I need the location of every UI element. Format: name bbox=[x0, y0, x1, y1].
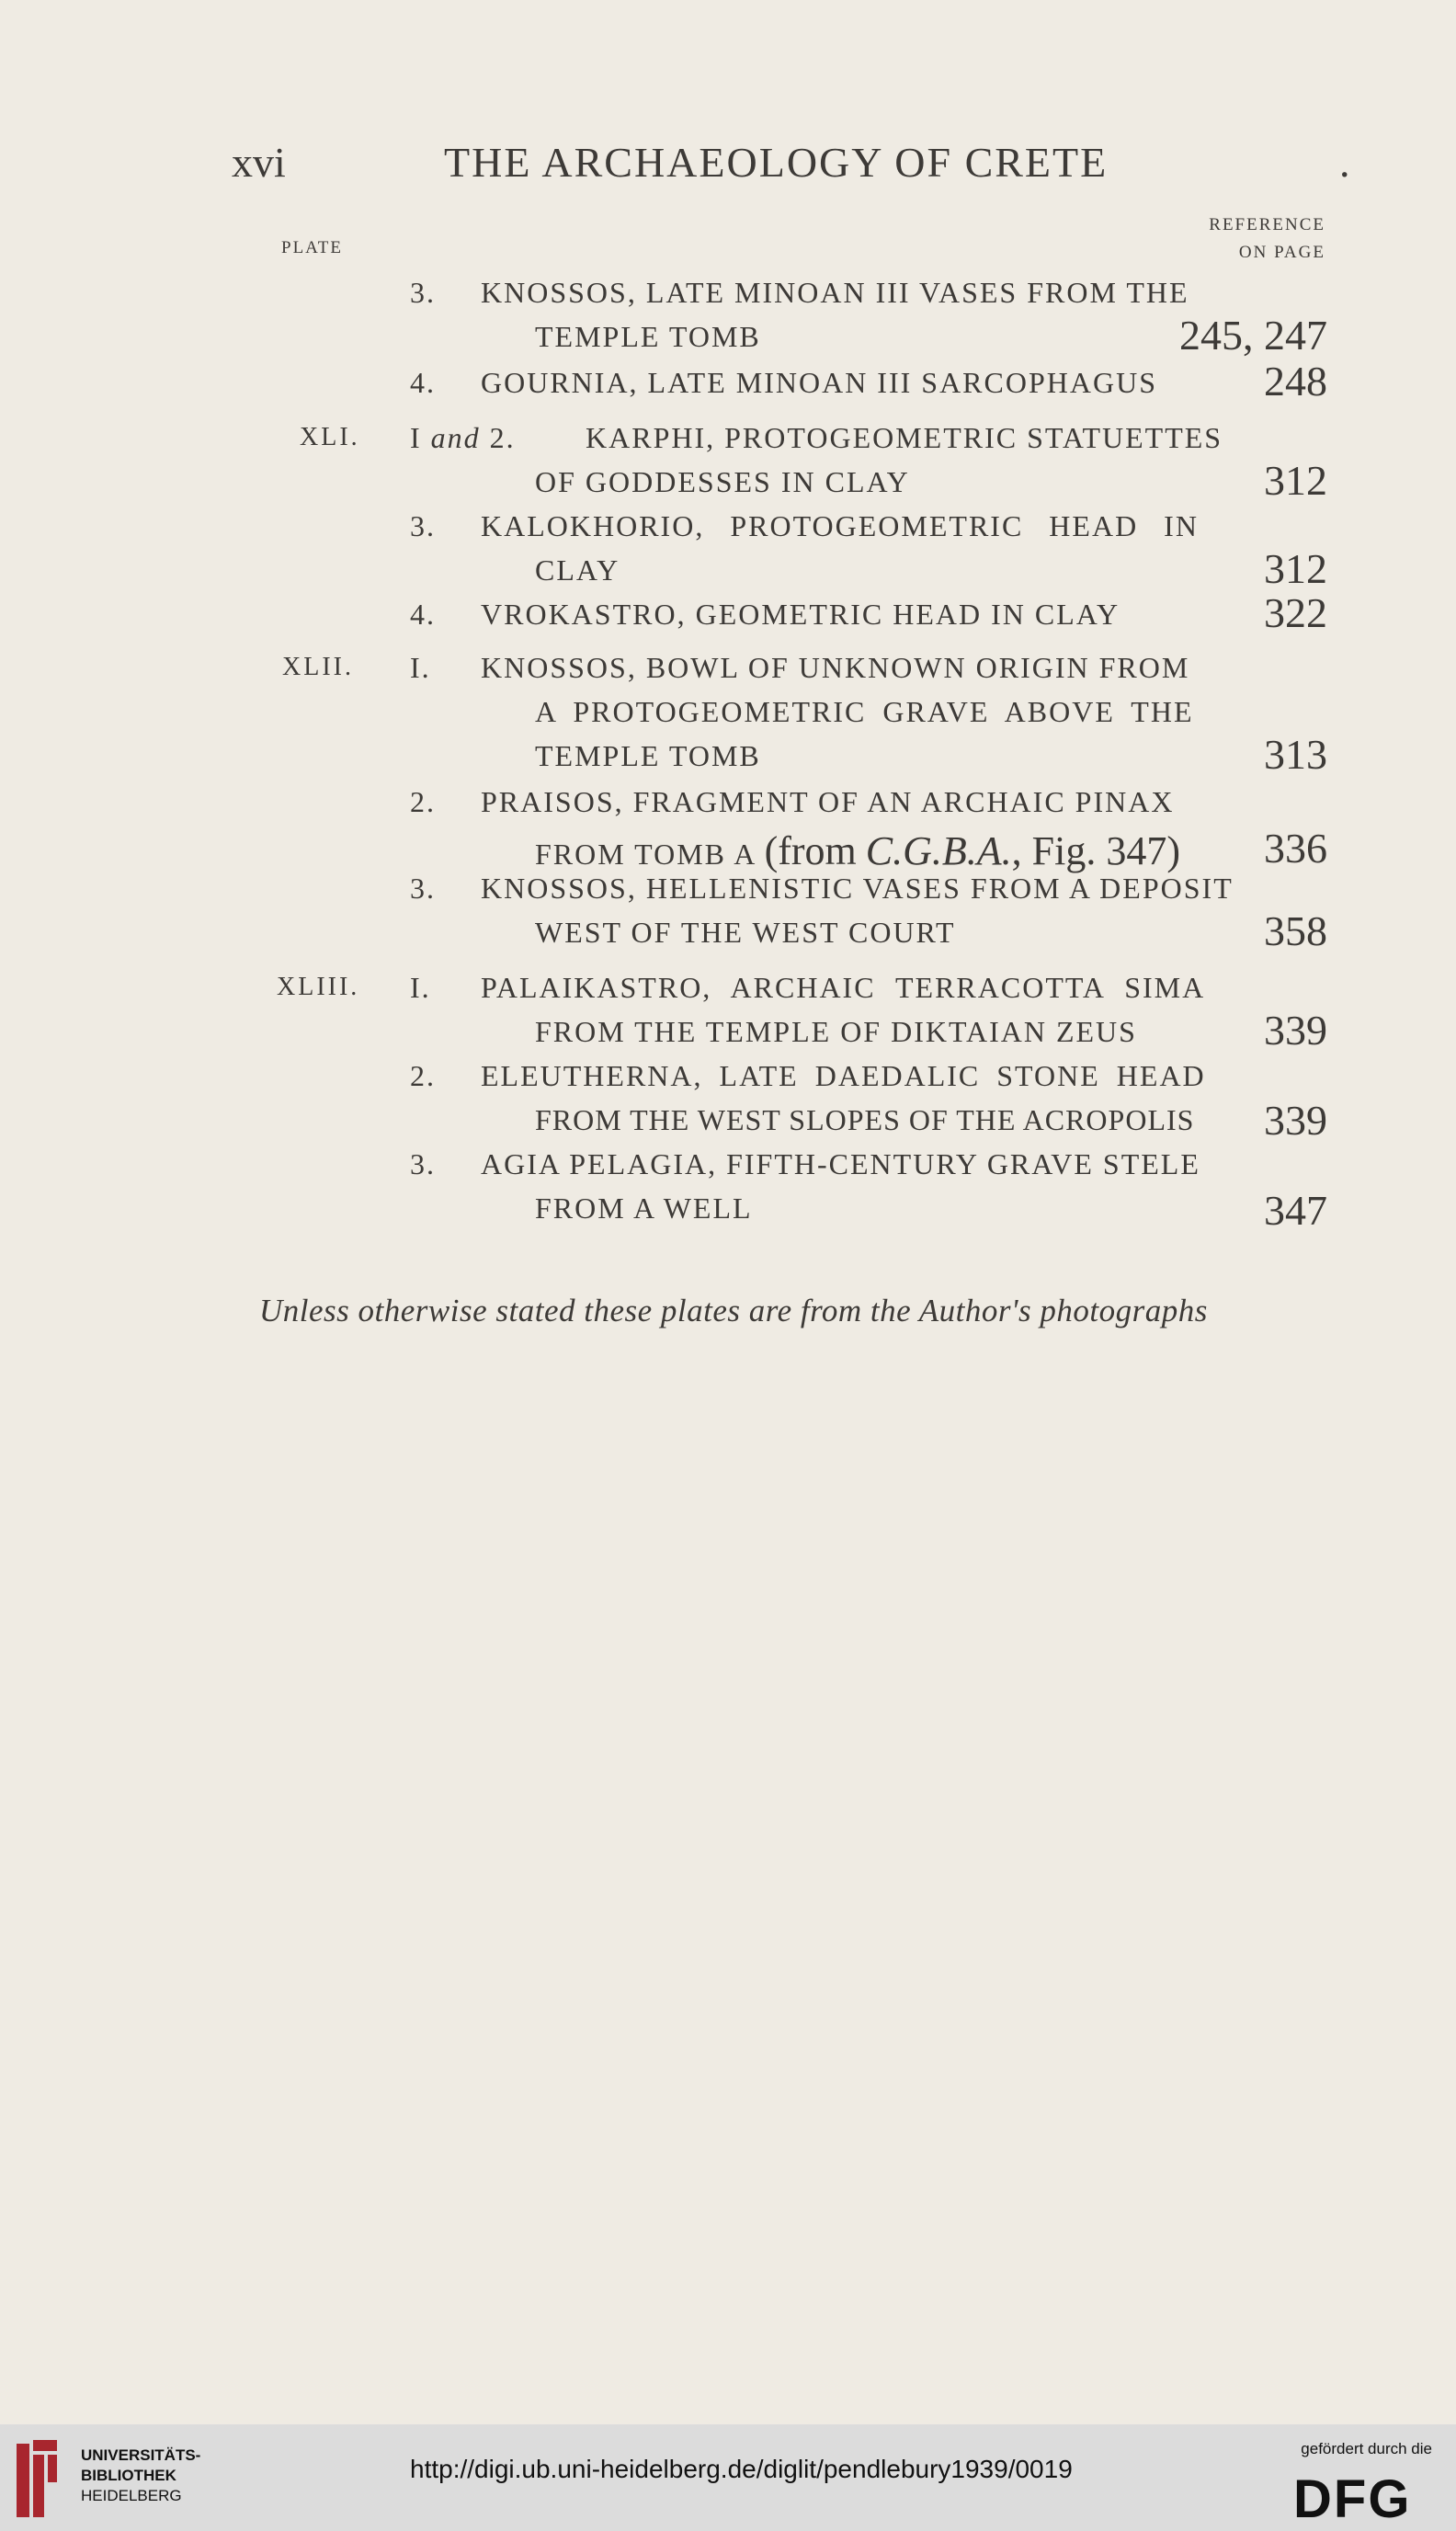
page-reference: 313 bbox=[1264, 731, 1327, 778]
page-reference: 245, 247 bbox=[1179, 312, 1327, 359]
item-number: 3. bbox=[410, 872, 436, 905]
entry-text: KNOSSOS, LATE MINOAN III VASES FROM THE bbox=[481, 276, 1189, 309]
entry-text: TEMPLE TOMB bbox=[535, 739, 761, 772]
entry-text bbox=[535, 827, 1180, 874]
page-dot: . bbox=[1339, 139, 1350, 186]
item-number bbox=[410, 421, 516, 455]
university-line2: BIBLIOTHEK bbox=[81, 2467, 176, 2484]
entry-text: CLAY bbox=[535, 553, 620, 587]
item-number: 2. bbox=[410, 1059, 436, 1092]
entry-text-part: FROM TOMB A bbox=[535, 838, 756, 871]
page-reference: 339 bbox=[1264, 1097, 1327, 1144]
reference-heading-line2: ON PAGE bbox=[1238, 243, 1325, 262]
item-number: 3. bbox=[410, 1147, 436, 1180]
dfg-logo-icon[interactable] bbox=[1291, 2471, 1439, 2523]
entry-text: AGIA PELAGIA, FIFTH-CENTURY GRAVE STELE bbox=[481, 1147, 1200, 1180]
entry-text: KALOKHORIO, PROTOGEOMETRIC HEAD IN bbox=[481, 509, 1199, 542]
page-title: THE ARCHAEOLOGY OF CRETE bbox=[444, 139, 1109, 186]
item-number-and: and bbox=[430, 421, 481, 454]
entry-text: OF GODDESSES IN CLAY bbox=[535, 465, 910, 498]
dfg-logo-text: DFG bbox=[1293, 2471, 1412, 2523]
reference-column-heading bbox=[1209, 211, 1325, 267]
entry-text: A PROTOGEOMETRIC GRAVE ABOVE THE bbox=[535, 695, 1194, 728]
entry-text: KNOSSOS, BOWL OF UNKNOWN ORIGIN FROM bbox=[481, 651, 1190, 684]
entry-text: FROM A WELL bbox=[535, 1191, 753, 1225]
page-reference: 248 bbox=[1264, 358, 1327, 405]
university-line1: UNIVERSITÄTS- bbox=[81, 2446, 201, 2464]
permalink-url[interactable]: http://digi.ub.uni-heidelberg.de/diglit/pendlebury1939/0019 bbox=[410, 2455, 1073, 2483]
entry-text-part: (from bbox=[764, 828, 857, 873]
plate-column-heading: PLATE bbox=[281, 238, 343, 257]
page-reference: 336 bbox=[1264, 825, 1327, 872]
item-number: I. bbox=[410, 971, 431, 1004]
reference-heading-line1: REFERENCE bbox=[1209, 215, 1325, 234]
entry-text: GOURNIA, LATE MINOAN III SARCOPHAGUS bbox=[481, 366, 1157, 399]
citation-text: C.G.B.A. bbox=[865, 828, 1012, 873]
item-number: 4. bbox=[410, 598, 436, 631]
photo-credit-note: Unless otherwise stated these plates are from the Author's photographs bbox=[259, 1293, 1208, 1328]
university-library-name[interactable] bbox=[81, 2445, 200, 2506]
item-number-a: I bbox=[410, 421, 422, 454]
item-number: 3. bbox=[410, 509, 436, 542]
entry-text: FROM THE TEMPLE OF DIKTAIAN ZEUS bbox=[535, 1015, 1137, 1048]
entry-text: WEST OF THE WEST COURT bbox=[535, 916, 956, 949]
item-number: 4. bbox=[410, 366, 436, 399]
entry-text: KARPHI, PROTOGEOMETRIC STATUETTES bbox=[586, 421, 1223, 454]
entry-text: ELEUTHERNA, LATE DAEDALIC STONE HEAD bbox=[481, 1059, 1206, 1092]
funding-caption: gefördert durch die bbox=[1301, 2440, 1432, 2457]
item-number: 3. bbox=[410, 276, 436, 309]
item-number: I. bbox=[410, 651, 431, 684]
page-reference: 347 bbox=[1264, 1187, 1327, 1234]
page-reference: 312 bbox=[1264, 457, 1327, 504]
page-reference: 322 bbox=[1264, 589, 1327, 636]
entry-text: KNOSSOS, HELLENISTIC VASES FROM A DEPOSIT bbox=[481, 872, 1234, 905]
university-library-logo-icon[interactable] bbox=[15, 2438, 61, 2521]
entry-text: PALAIKASTRO, ARCHAIC TERRACOTTA SIMA bbox=[481, 971, 1206, 1004]
page-number: xvi bbox=[232, 139, 286, 186]
entry-text: TEMPLE TOMB bbox=[535, 320, 761, 353]
plate-number: XLII. bbox=[282, 653, 354, 681]
item-number: 2. bbox=[410, 785, 436, 818]
page-reference: 358 bbox=[1264, 907, 1327, 954]
plate-number: XLI. bbox=[300, 423, 360, 451]
item-number-b: 2. bbox=[489, 421, 516, 454]
entry-text: VROKASTRO, GEOMETRIC HEAD IN CLAY bbox=[481, 598, 1120, 631]
entry-text: FROM THE WEST SLOPES OF THE ACROPOLIS bbox=[535, 1103, 1195, 1136]
page-reference: 339 bbox=[1264, 1007, 1327, 1054]
entry-text: PRAISOS, FRAGMENT OF AN ARCHAIC PINAX bbox=[481, 785, 1175, 818]
plate-number: XLIII. bbox=[277, 973, 360, 1001]
university-line3: HEIDELBERG bbox=[81, 2487, 182, 2504]
entry-text-part: , Fig. 347) bbox=[1011, 828, 1181, 873]
page-reference: 312 bbox=[1264, 545, 1327, 592]
